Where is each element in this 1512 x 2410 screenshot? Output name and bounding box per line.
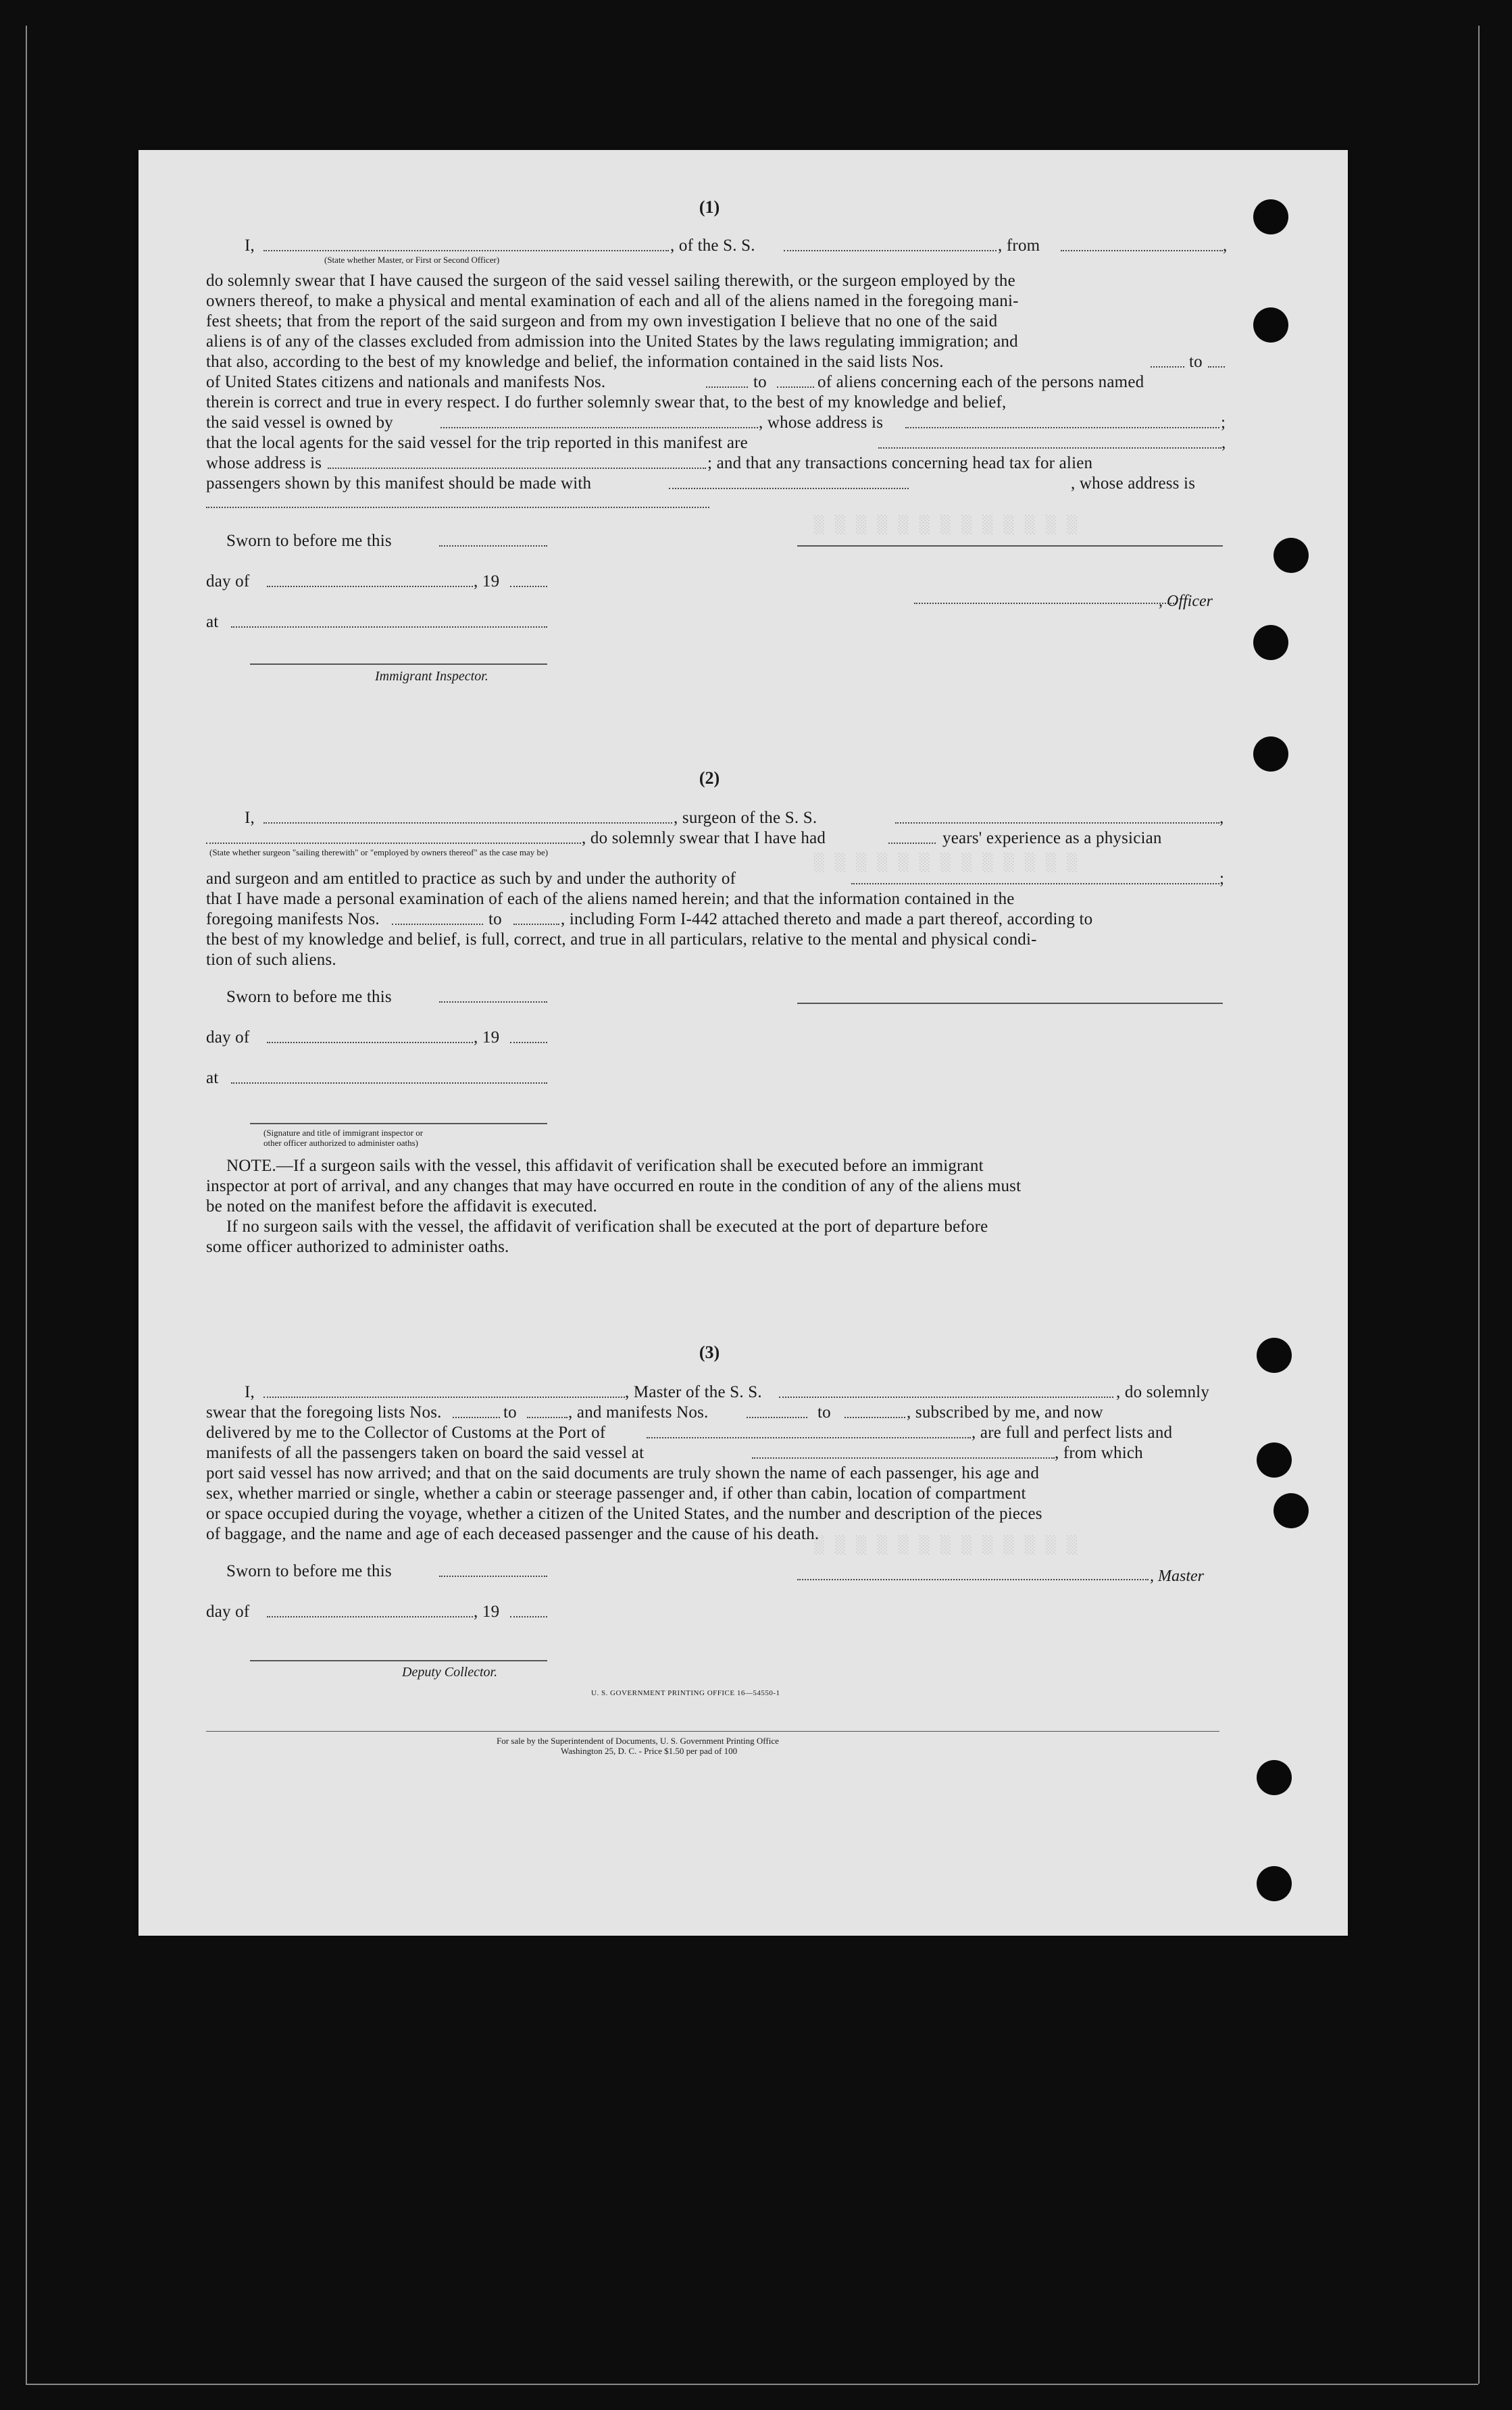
- manifests-to-blank-3: [845, 1417, 905, 1418]
- month-blank: [267, 1042, 473, 1043]
- binder-hole: [1253, 199, 1288, 234]
- body-line: that also, according to the best of my knowledge and belief, the information contained in the said lists Nos.: [206, 353, 944, 371]
- binder-hole: [1253, 736, 1288, 772]
- binder-hole: [1257, 1442, 1292, 1478]
- day-of-label: day of: [206, 572, 250, 591]
- surgeon-vessel-blank: [895, 822, 1219, 824]
- printing-office-mark: U. S. GOVERNMENT PRINTING OFFICE 16—54550-1: [591, 1689, 780, 1697]
- frame-left-line: [26, 26, 27, 2384]
- body-line: port said vessel has now arrived; and that on the said documents are truly shown the name of each passenger, his age and: [206, 1464, 1040, 1482]
- from-blank: [1061, 250, 1223, 251]
- binder-hole: [1257, 1760, 1292, 1795]
- year-blank: [510, 1042, 547, 1043]
- sworn-label: Sworn to before me this: [226, 532, 392, 550]
- master-signature-blank: [797, 1579, 1149, 1580]
- embark-port-blank: [752, 1457, 1055, 1459]
- binder-hole: [1253, 307, 1288, 343]
- do-solemnly-swear: , do solemnly swear that I have had: [582, 829, 826, 847]
- year-blank: [510, 1616, 547, 1617]
- surgeon-signature-line: [797, 1003, 1223, 1004]
- officer-label: , Officer: [1159, 593, 1213, 610]
- vessel-blank: [784, 250, 997, 251]
- footer-rule: [206, 1731, 1219, 1732]
- whose-address-text: , whose address is: [759, 413, 884, 432]
- to-label: to: [1189, 353, 1203, 371]
- sworn-day-blank: [439, 1001, 547, 1003]
- head-tax-address-blank: [206, 507, 709, 508]
- to-label: to: [817, 1403, 831, 1422]
- comma: ,: [1223, 236, 1228, 255]
- at-blank: [231, 626, 547, 628]
- body-line: or space occupied during the voyage, whether a citizen of the United States, and the number and description of the pieces: [206, 1505, 1042, 1523]
- body-line: the said vessel is owned by: [206, 413, 393, 432]
- body-line: fest sheets; that from the report of the said surgeon and from my own investigation I believe that no one of the said: [206, 312, 998, 330]
- manifest-affidavit-page: [138, 150, 1348, 1936]
- body-line: foregoing manifests Nos.: [206, 910, 380, 928]
- binder-hole: [1257, 1338, 1292, 1373]
- lists-from-blank-3: [453, 1417, 500, 1418]
- year-blank: [510, 586, 547, 587]
- head-tax-text: ; and that any transactions concerning head tax for alien: [707, 454, 1093, 472]
- year-label: , 19: [474, 1028, 500, 1047]
- body-line: whose address is: [206, 454, 322, 472]
- full-perfect-text: , are full and perfect lists and: [972, 1424, 1173, 1442]
- body-line: do solemnly swear that I have caused the surgeon of the said vessel sailing therewith, or the surgeon employed by the: [206, 272, 1015, 290]
- at-blank: [231, 1082, 547, 1084]
- sworn-day-blank: [439, 545, 547, 547]
- including-text: , including Form I-442 attached thereto and made a part thereof, according to: [561, 910, 1093, 928]
- section-3-line-i: I,: [245, 1383, 255, 1401]
- lists-to-blank-3: [527, 1417, 568, 1418]
- body-line: of baggage, and the name and age of each deceased passenger and the cause of his death.: [206, 1525, 820, 1543]
- section-1-caption: (State whether Master, or First or Second Officer): [324, 255, 500, 265]
- head-tax-agent-blank: [669, 488, 909, 489]
- manifests-from-blank-3: [747, 1417, 807, 1418]
- note-line: inspector at port of arrival, and any changes that may have occurred en route in the condition of any of the aliens must: [206, 1177, 1022, 1195]
- body-line: sex, whether married or single, whether a cabin or steerage passenger and, if other than cabin, location of compartment: [206, 1484, 1026, 1503]
- body-line: the best of my knowledge and belief, is full, correct, and true in all particulars, relative to the mental and physical condi-: [206, 930, 1037, 949]
- owner-address-blank: [905, 427, 1219, 428]
- master-label: , Master: [1150, 1567, 1204, 1585]
- day-of-label: day of: [206, 1028, 250, 1047]
- surgeon-type-blank: [206, 843, 581, 844]
- subscribed-text: , subscribed by me, and now: [907, 1403, 1103, 1422]
- deputy-collector-label: Deputy Collector.: [402, 1665, 498, 1680]
- semicolon: ;: [1219, 870, 1225, 888]
- of-aliens-text: of aliens concerning each of the persons named: [817, 373, 1144, 391]
- bleed-through: ░ ░ ░ ░ ░ ░ ░ ░ ░ ░ ░ ░ ░: [814, 1535, 1078, 1555]
- comma: ,: [1221, 434, 1226, 452]
- sworn-label: Sworn to before me this: [226, 988, 392, 1006]
- bleed-through: ░ ░ ░ ░ ░ ░ ░ ░ ░ ░ ░ ░ ░: [814, 515, 1078, 535]
- note-line: NOTE.—If a surgeon sails with the vessel, this affidavit of verification shall be executed before an immigrant: [226, 1157, 984, 1175]
- name-blank: [263, 250, 669, 251]
- month-blank: [267, 586, 473, 587]
- note-line: be noted on the manifest before the affidavit is executed.: [206, 1197, 597, 1215]
- to-label: to: [503, 1403, 517, 1422]
- port-blank: [647, 1437, 971, 1438]
- owner-blank: [440, 427, 758, 428]
- signature-caption-1: (Signature and title of immigrant inspector or: [263, 1128, 424, 1138]
- master-name-blank: [263, 1397, 625, 1398]
- body-line: manifests of all the passengers taken on board the said vessel at: [206, 1444, 645, 1462]
- body-line: and surgeon and am entitled to practice as such by and under the authority of: [206, 870, 736, 888]
- signature-caption-2: other officer authorized to administer oaths): [263, 1138, 418, 1148]
- note-line: some officer authorized to administer oaths.: [206, 1238, 509, 1256]
- officer-signature-line: [797, 545, 1223, 547]
- master-of-ss: , Master of the S. S.: [625, 1383, 762, 1401]
- lists-from-blank: [1151, 366, 1184, 368]
- section-2-caption: (State whether surgeon "sailing therewith" or "employed by owners thereof" as the case may be): [209, 847, 549, 857]
- footer-line-1: For sale by the Superintendent of Documents, U. S. Government Printing Office: [497, 1736, 779, 1746]
- body-line: tion of such aliens.: [206, 951, 336, 969]
- to-label: to: [488, 910, 502, 928]
- body-line: passengers shown by this manifest should be made with: [206, 474, 592, 493]
- binder-hole: [1274, 1493, 1309, 1528]
- authority-blank: [851, 883, 1219, 884]
- collector-signature-line: [250, 1660, 547, 1661]
- from-which-text: , from which: [1055, 1444, 1143, 1462]
- note-line: If no surgeon sails with the vessel, the affidavit of verification shall be executed at the port of departure before: [226, 1217, 988, 1236]
- section-1-of-ss: , of the S. S.: [670, 236, 755, 255]
- agents-blank: [878, 447, 1221, 449]
- section-3-number: (3): [699, 1342, 720, 1362]
- manifests-to-blank: [777, 386, 814, 388]
- body-line: swear that the foregoing lists Nos.: [206, 1403, 442, 1422]
- agent-address-blank: [328, 468, 706, 469]
- section-1-line-i: I,: [245, 236, 255, 255]
- body-line: that I have made a personal examination of each of the aliens named herein; and that the information contained in the: [206, 890, 1015, 908]
- inspector-label: Immigrant Inspector.: [375, 669, 488, 684]
- whose-address-text: , whose address is: [1071, 474, 1196, 493]
- body-line: therein is correct and true in every respect. I do further solemnly swear that, to the best of my knowledge and belief,: [206, 393, 1007, 411]
- section-1-number: (1): [699, 197, 720, 217]
- binder-hole: [1274, 538, 1309, 573]
- day-of-label: day of: [206, 1603, 250, 1621]
- section-1-from: , from: [998, 236, 1040, 255]
- surgeon-name-blank: [263, 822, 672, 824]
- sworn-day-blank: [439, 1576, 547, 1577]
- officer-title-blank: [914, 603, 1176, 604]
- body-line: owners thereof, to make a physical and mental examination of each and all of the aliens named in the foregoing mani-: [206, 292, 1019, 310]
- bleed-through: ░ ░ ░ ░ ░ ░ ░ ░ ░ ░ ░ ░ ░: [814, 853, 1078, 873]
- and-manifests-text: , and manifests Nos.: [568, 1403, 709, 1422]
- lists-to-blank: [1208, 366, 1225, 368]
- master-vessel-blank: [779, 1397, 1113, 1398]
- at-label: at: [206, 613, 219, 631]
- inspector-signature-line: [250, 663, 547, 665]
- surgeon-of-ss: , surgeon of the S. S.: [674, 809, 817, 827]
- years-blank: [888, 843, 936, 844]
- footer-line-2: Washington 25, D. C. - Price $1.50 per pad of 100: [561, 1746, 738, 1756]
- at-label: at: [206, 1069, 219, 1087]
- sworn-label: Sworn to before me this: [226, 1562, 392, 1580]
- do-solemnly: , do solemnly: [1116, 1383, 1210, 1401]
- to-label: to: [753, 373, 767, 391]
- frame-right-line: [1478, 26, 1480, 2384]
- month-blank: [267, 1616, 473, 1617]
- year-label: , 19: [474, 1603, 500, 1621]
- years-experience: years' experience as a physician: [942, 829, 1162, 847]
- manifests-from-blank: [706, 386, 748, 388]
- body-line: that the local agents for the said vessel for the trip reported in this manifest are: [206, 434, 748, 452]
- manifests-from-blank-2: [392, 924, 483, 925]
- body-line: of United States citizens and nationals and manifests Nos.: [206, 373, 606, 391]
- binder-hole: [1253, 625, 1288, 660]
- frame-bottom-line: [26, 2384, 1478, 2385]
- body-line: aliens is of any of the classes excluded from admission into the United States by the laws regulating immigration; and: [206, 332, 1018, 351]
- manifests-to-blank-2: [513, 924, 559, 925]
- section-2-number: (2): [699, 768, 720, 788]
- binder-hole: [1257, 1866, 1292, 1901]
- section-2-line-i: I,: [245, 809, 255, 827]
- administer-signature-line: [250, 1123, 547, 1124]
- year-label: , 19: [474, 572, 500, 591]
- body-line: delivered by me to the Collector of Customs at the Port of: [206, 1424, 606, 1442]
- comma: ,: [1219, 809, 1224, 827]
- semicolon: ;: [1221, 413, 1226, 432]
